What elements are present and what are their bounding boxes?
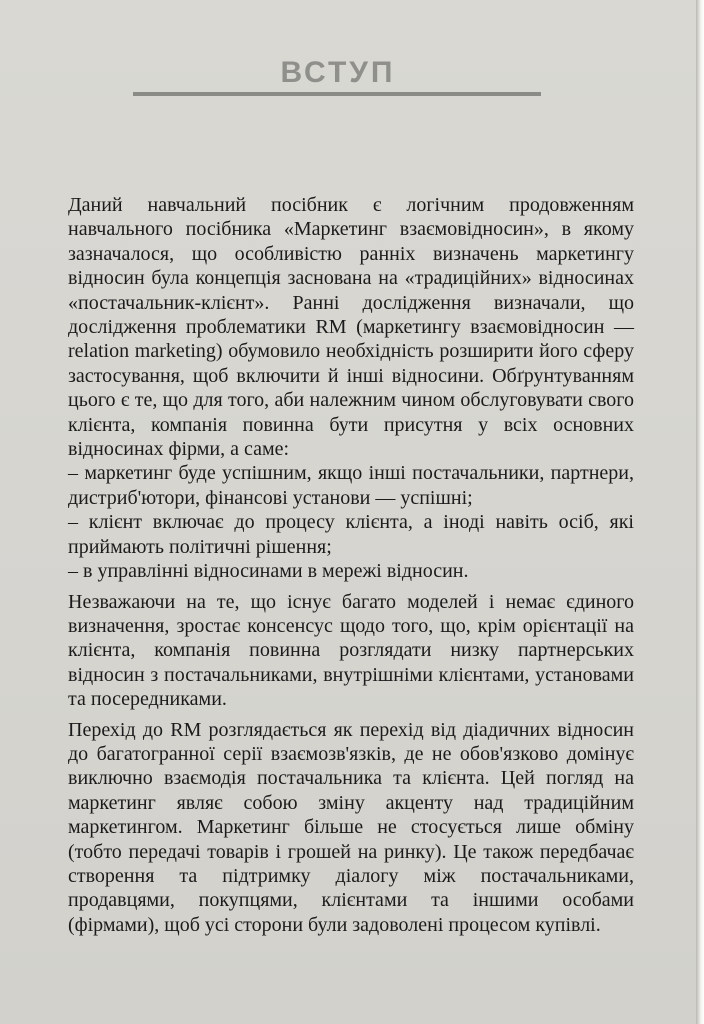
list-item-2: – клієнт включає до процесу клієнта, а іноді навіть осіб, які приймають політичні рішення; — [68, 511, 634, 558]
list-item-1: – маркетинг буде успішним, якщо інші постачальники, партнери, дистриб'ютори, фінансові установи — успішні; — [68, 462, 634, 509]
page-edge — [696, 0, 704, 1024]
chapter-heading: ВСТУП — [280, 56, 396, 89]
paragraph-consensus: Незважаючи на те, що існує багато моделей і немає єдиного визначення, зростає консенсус щодо того, що, крім орієнтації на клієнта, компанія повинна розглядати низку партнерських відносин з постачальниками, внутрішніми клієнтами, установами та посередниками. — [68, 590, 634, 711]
paragraph-rm-transition: Перехід до RM розглядається як перехід від діадичних відносин до багатогранної серії взаємозв'язків, де не обов'язково домінує виключно взаємодія постачальника та клієнта. Цей погляд на маркетинг являє собою зміну акценту над традиційним маркетингом. Маркетинг більше не стосується лише обміну (тобто передачі товарів і грошей на ринку). Це також передбачає створення та підтримку діалогу між постачальниками, продавцями, покупцями, клієнтами та іншими особами (фірмами), щоб усі сторони були задоволені процесом купівлі. — [68, 718, 634, 936]
list-item-3: – в управлінні відносинами в мережі відносин. — [68, 560, 469, 583]
heading-underline — [133, 92, 541, 96]
paragraph-intro: Даний навчальний посібник є логічним продовженням навчального посібника «Маркетинг взаємовідносин», в якому зазначалося, що особливістю ранніх визначень маркетингу відносин була концепція заснована на «традиційних» відносинах «постачальник-клієнт». Ранні дослідження визначали, що дослідження проблематики RM (маркетингу взаємовідносин — relation marketing) обумовило необхідність розширити його сферу застосування, щоб включити й інші відносини. Обґрунтуванням цього є те, що для того, аби належним чином обслуговувати свого клієнта, компанія повинна бути присутня у всіх основних відносинах фірми, а саме: — [68, 194, 634, 461]
body-text — [68, 193, 634, 937]
